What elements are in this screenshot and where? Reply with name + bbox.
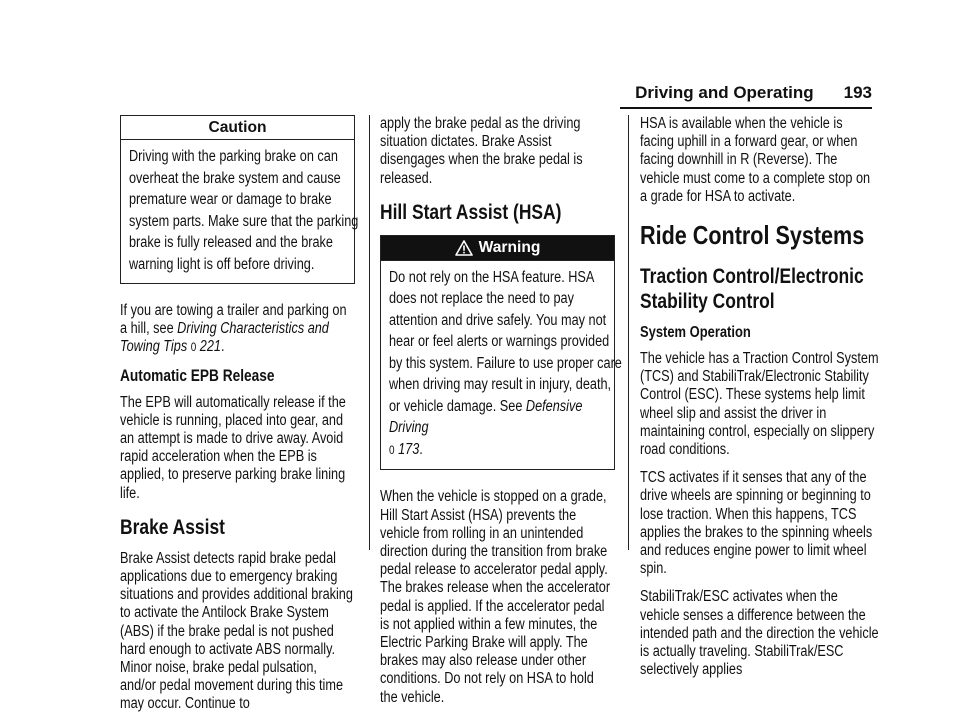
column-1-text (120, 302, 355, 714)
brake-assist-text: Brake Assist detects rapid brake pedal applications due to emergency braking situations and provides additional braking to activate the Antilock Brake System (ABS) if the brake pedal is not pushed hard enough to activate ABS normally. Minor noise, brake pedal pulsation, and/or pedal movement during this time may occur. Continue to (120, 549, 353, 713)
page-ref[interactable]: 173 (398, 440, 420, 458)
auto-epb-heading: Automatic EPB Release (120, 366, 275, 385)
page-ref[interactable]: 221 (199, 338, 221, 356)
warning-title: Warning (478, 238, 541, 256)
page-ref-arrow: 0 (190, 340, 197, 355)
brake-assist-heading: Brake Assist (120, 515, 225, 539)
column-divider (369, 115, 370, 550)
warning-box (380, 235, 622, 471)
hsa-continued: HSA is available when the vehicle is facing uphill in a forward gear, or when facing downhill in R (Reverse). The vehicle must come to a complete stop on a grade for HSA to activate. (640, 115, 871, 205)
caution-box (120, 115, 359, 284)
header-rule (620, 107, 872, 109)
ride-control-heading: Ride Control Systems (640, 220, 865, 251)
page-number: 193 (843, 83, 872, 102)
warning-header (381, 236, 614, 261)
system-operation-heading: System Operation (640, 324, 751, 342)
system-operation-p1: The vehicle has a Traction Control System (TCS) and StabiliTrak/Electronic Stability Control (ESC). These systems help limit wheel slip and assist the driver in maintaining control, especially on slippery road conditions. (640, 350, 879, 459)
warning-text: Do not rely on the HSA feature. HSA does not replace the need to pay attention and drive safely. You may not hear or feel alerts or warnings provided by this system. Failure to use proper care when driving may result in injury, death, or vehicle damage. See Defensive Driving 0 173. (389, 268, 622, 458)
column-1 (120, 115, 359, 724)
towing-tips-link[interactable]: Driving Characteristics and Towing Tips (120, 320, 329, 356)
section-title: Driving and Operating (635, 83, 814, 102)
caution-text: Driving with the parking brake on can overheat the brake system and cause premature wear or damage to brake system parts. Make sure that the parking brake is fully released and the brake warning light is off before driving. (129, 148, 359, 273)
hsa-heading: Hill Start Assist (HSA) (380, 200, 562, 224)
page-header (635, 83, 872, 103)
auto-epb-text: The EPB will automatically release if the vehicle is running, placed into gear, and an attempt is made to drive away. Avoid rapid acceleration when the EPB is applied, to preserve parking brake lining life. (120, 393, 346, 502)
column-3 (640, 115, 880, 689)
brake-assist-continued: apply the brake pedal as the driving situation dictates. Brake Assist disengages when the brake pedal is released. (380, 115, 583, 187)
column-divider (628, 115, 629, 550)
column-2 (380, 115, 622, 717)
page-ref-arrow: 0 (389, 442, 395, 457)
system-operation-p3: StabiliTrak/ESC activates when the vehicle senses a difference between the intended path and the direction the vehicle is actually traveling. StabiliTrak/ESC selectively applies (640, 588, 879, 679)
caution-title: Caution (121, 116, 354, 140)
defensive-driving-link[interactable]: Defensive Driving (389, 397, 583, 437)
tc-esc-heading: Traction Control/Electronic Stability Control (640, 265, 864, 314)
warning-triangle-icon (455, 240, 473, 256)
hsa-text: When the vehicle is stopped on a grade, Hill Start Assist (HSA) prevents the vehicle from rolling in an unintended direction during the transition from brake pedal release to accelerator pedal apply. The brakes release when the accelerator pedal is applied. If the accelerator pedal is not applied within a few minutes, the Electric Parking Brake will apply. The brakes may also release under other conditions. Do not rely on HSA to hold the vehicle. (380, 488, 611, 706)
towing-paragraph: If you are towing a trailer and parking on a hill, see Driving Characteristics and Towing Tips 0 221. (120, 302, 347, 356)
system-operation-p2: TCS activates if it senses that any of the drive wheels are spinning or beginning to lose traction. When this happens, TCS applies the brakes to the spinning wheels and reduces engine power to limit wheel spin. (640, 469, 873, 578)
